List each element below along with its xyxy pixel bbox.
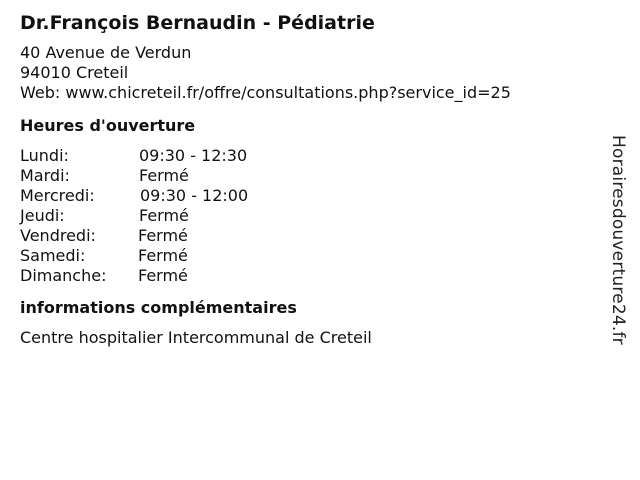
business-details [20, 11, 600, 348]
day-label: Mercredi: [20, 186, 95, 205]
address-city: 94010 Creteil [20, 63, 129, 82]
hours-value: Fermé [138, 246, 188, 265]
address-street: 40 Avenue de Verdun [20, 43, 192, 62]
opening-hours-table [20, 146, 600, 286]
hours-value: 09:30 - 12:30 [139, 146, 248, 165]
hours-value: 09:30 - 12:00 [140, 186, 249, 205]
day-label: Samedi: [20, 246, 86, 265]
additional-info-heading: informations complémentaires [20, 298, 297, 317]
address-block [20, 43, 600, 103]
opening-hours-heading: Heures d'ouverture [20, 116, 196, 135]
day-label: Mardi: [20, 166, 70, 185]
hours-value: Fermé [138, 226, 188, 245]
page-title: Dr.François Bernaudin - Pédiatrie [20, 12, 375, 34]
hours-row-monday [20, 146, 600, 166]
hours-row-friday [20, 226, 600, 246]
hours-row-thursday [20, 206, 600, 226]
additional-info-text: Centre hospitalier Intercommunal de Creteil [20, 328, 372, 347]
website-line [20, 83, 600, 103]
hours-row-saturday [20, 246, 600, 266]
website-label: Web: [20, 83, 61, 102]
hours-row-sunday [20, 266, 600, 286]
hours-value: Fermé [139, 206, 189, 225]
day-label: Jeudi: [20, 206, 65, 225]
hours-value: Fermé [138, 266, 188, 285]
day-label: Dimanche: [20, 266, 107, 285]
site-watermark: Horairesdouverture24.fr [608, 135, 628, 345]
day-label: Vendredi: [20, 226, 96, 245]
day-label: Lundi: [20, 146, 69, 165]
hours-row-tuesday [20, 166, 600, 186]
hours-row-wednesday [20, 186, 600, 206]
hours-value: Fermé [139, 166, 189, 185]
website-link[interactable]: www.chicreteil.fr/offre/consultations.php?service_id=25 [65, 83, 511, 102]
